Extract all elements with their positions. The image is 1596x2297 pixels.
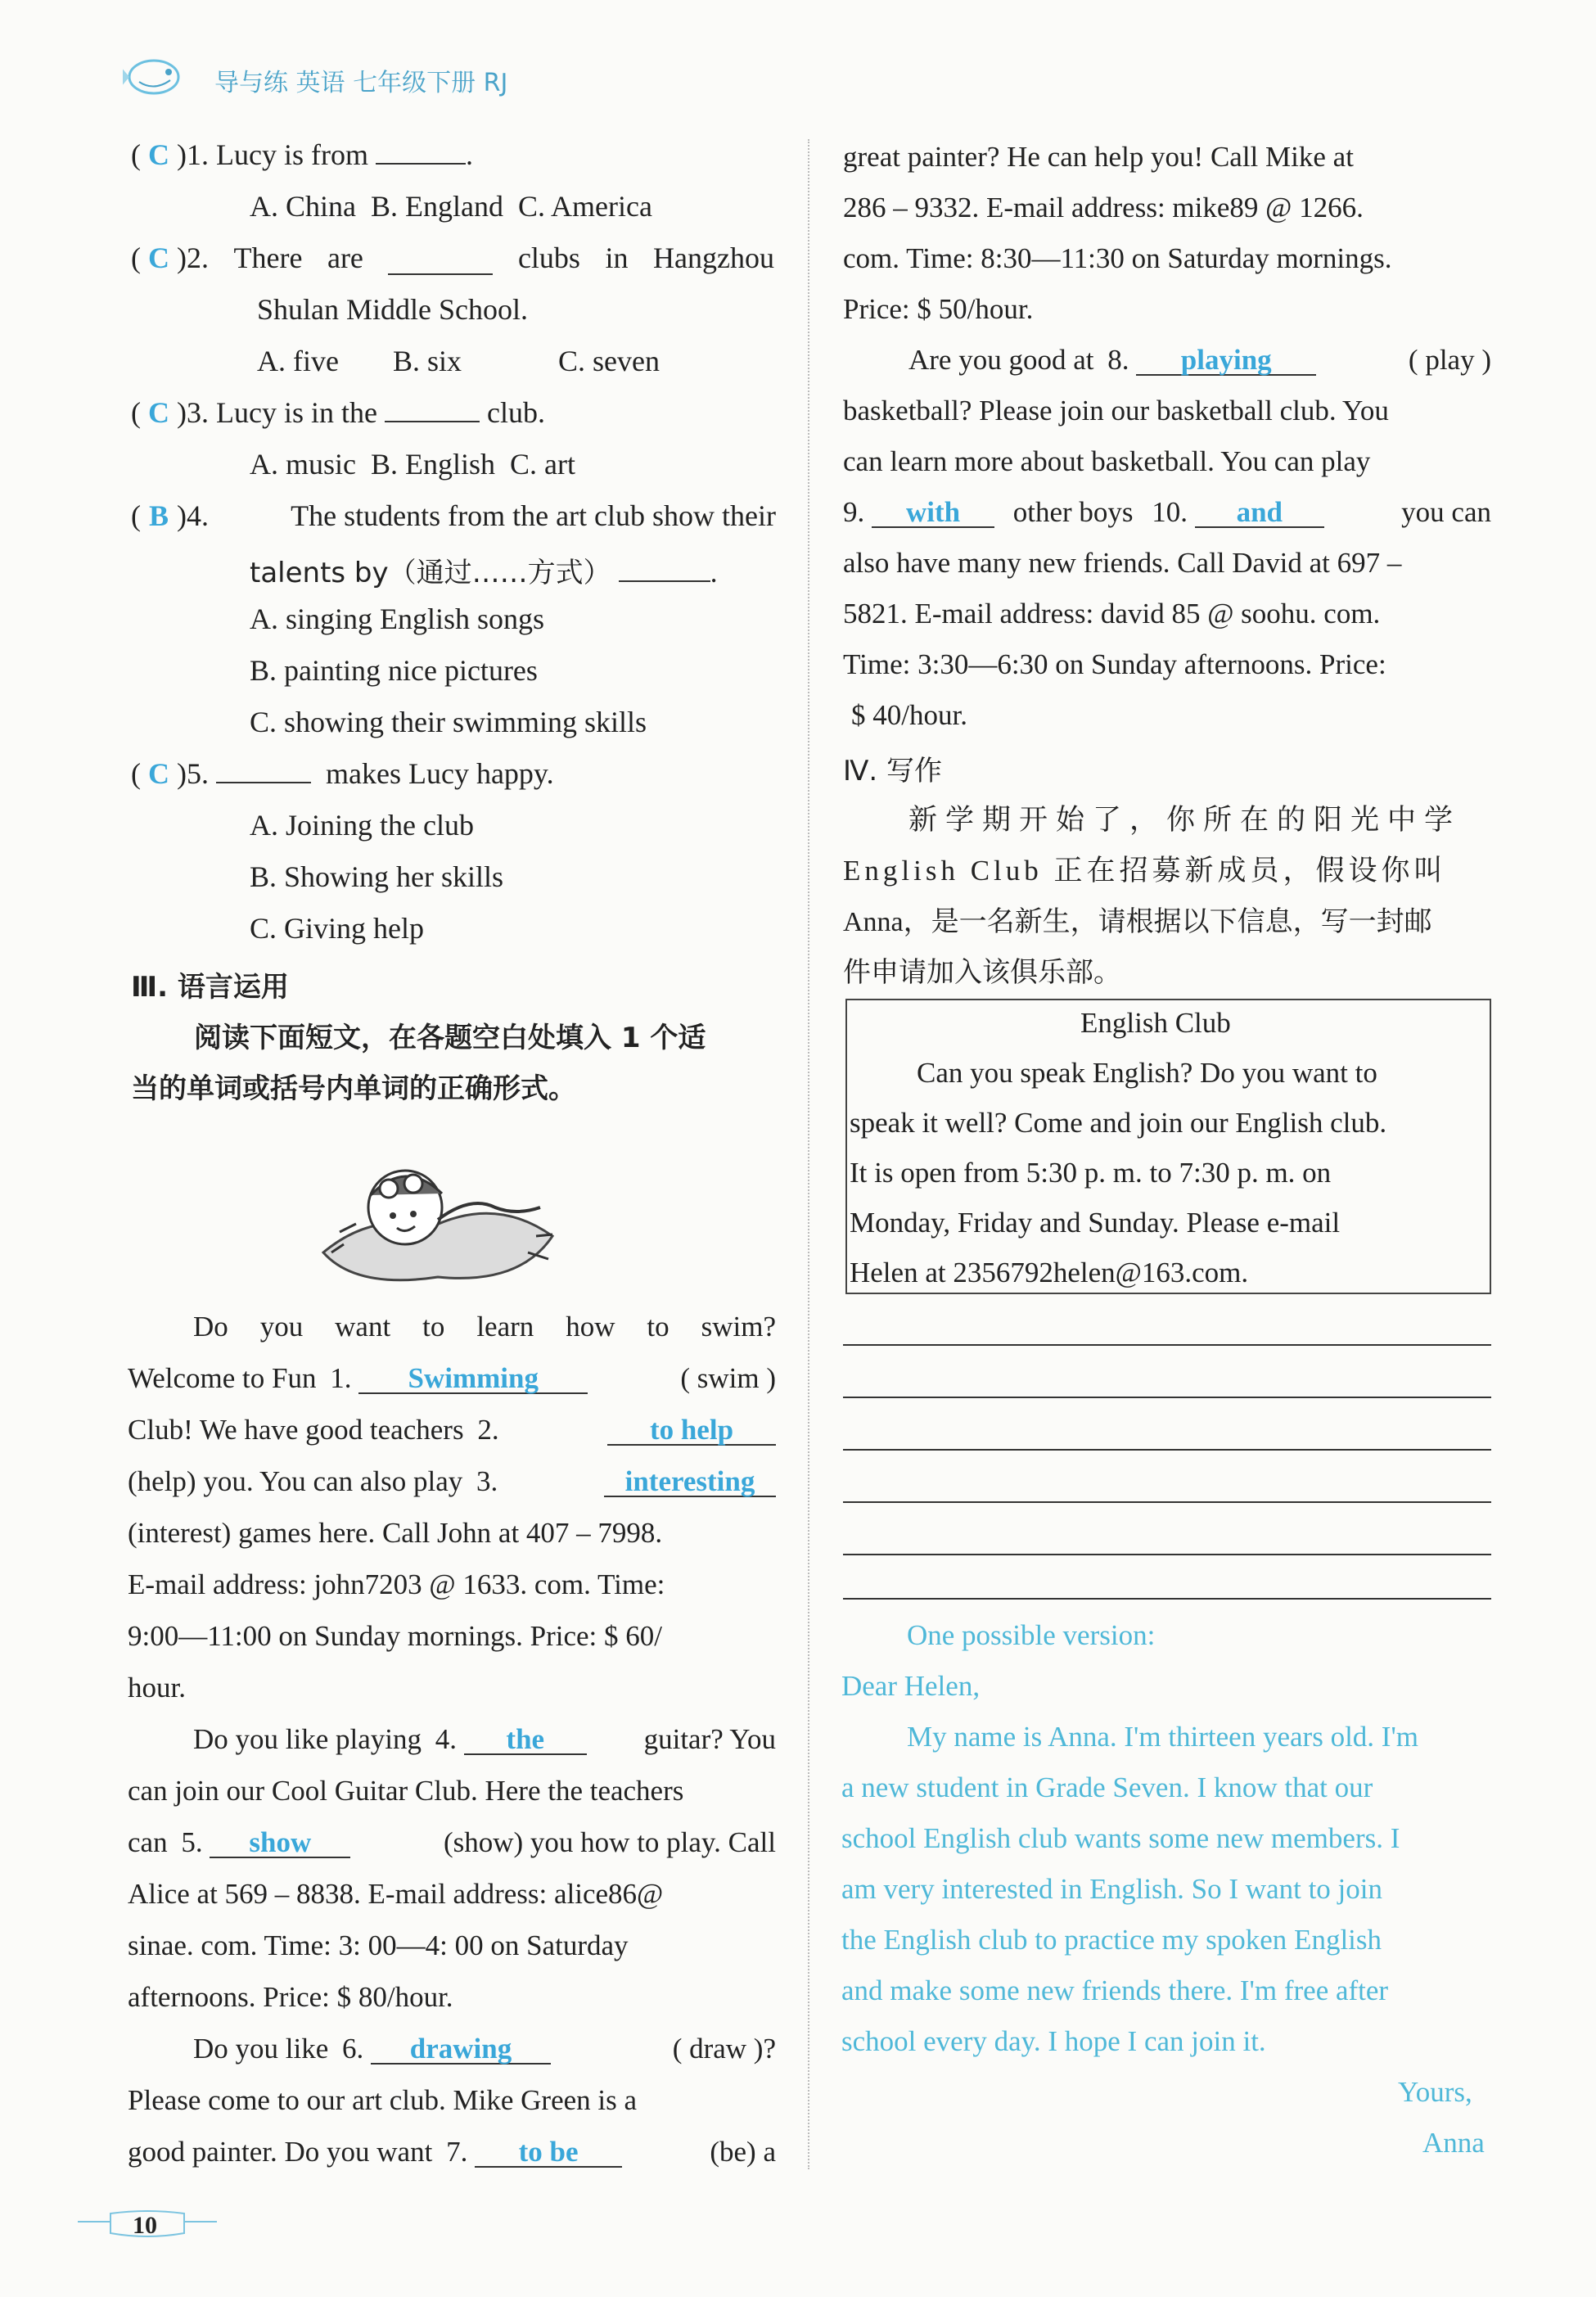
passage-p3-line3: good painter. Do you want 7. to be (be) a <box>128 2136 776 2168</box>
mc-question-4: ( B )4. The students from the art club show their <box>131 499 776 532</box>
writing-line-4[interactable] <box>843 1501 1491 1503</box>
right-line4: Price: $ 50/hour. <box>843 293 1034 325</box>
passage-p3-line1: Do you like 6. drawing ( draw )? <box>193 2033 776 2065</box>
answer-3: interesting <box>604 1467 776 1497</box>
model-closing: Yours, <box>1398 2076 1472 2108</box>
swimmer-illustration <box>307 1130 569 1293</box>
right-line1: great painter? He can help you! Call Mike at <box>843 141 1354 173</box>
answer-2: to help <box>607 1415 776 1446</box>
passage-p1-line4: (help) you. You can also play 3. interesting <box>128 1467 776 1497</box>
english-club-line1: Can you speak English? Do you want to <box>917 1057 1377 1089</box>
section-4-title: Ⅳ. 写作 <box>843 755 942 787</box>
passage-p2-line2: can join our Cool Guitar Club. Here the teachers <box>128 1775 684 1807</box>
mc-option-5c: C. Giving help <box>250 912 424 945</box>
swimmer-icon <box>307 1130 569 1293</box>
model-greeting: Dear Helen, <box>841 1670 981 1702</box>
mc-option-4a: A. singing English songs <box>250 602 545 635</box>
section-3-title: Ⅲ. 语言运用 <box>131 971 289 1004</box>
answer-10: and <box>1195 498 1324 528</box>
model-body-6: and make some new friends there. I'm free after <box>841 1974 1389 2006</box>
passage-p2-line3: can 5. show (show) you how to play. Call <box>128 1826 776 1858</box>
mc-question-2: ( C )2. There are clubs in Hangzhou <box>131 241 774 274</box>
model-body-5: the English club to practice my spoken English <box>841 1924 1382 1956</box>
right-line7: can learn more about basketball. You can play <box>843 445 1371 477</box>
mc-question-4-line2: talents by（通过……方式） . <box>250 556 718 589</box>
model-body-7: school every day. I hope I can join it. <box>841 2025 1266 2057</box>
mc-question-2-line2: Shulan Middle School. <box>257 293 528 326</box>
english-club-line4: Monday, Friday and Sunday. Please e-mail <box>850 1207 1341 1239</box>
section-3-instruction-2: 当的单词或括号内单词的正确形式。 <box>131 1072 576 1105</box>
english-club-line5: Helen at 2356792helen@163.com. <box>850 1257 1249 1288</box>
english-club-box <box>845 999 1491 1294</box>
answer-4: the <box>464 1725 587 1755</box>
passage-p2-line4: Alice at 569 – 8838. E-mail address: alice86@ <box>128 1878 664 1910</box>
answer-9: with <box>872 498 994 528</box>
model-body-4: am very interested in English. So I want to join <box>841 1873 1383 1905</box>
passage-p1-line7: 9:00—11:00 on Sunday mornings. Price: $ 60/ <box>128 1620 662 1652</box>
mc-options-2: A. five B. six C. seven <box>257 345 660 377</box>
right-line8: 9. with other boys 10. and you can <box>843 496 1491 528</box>
writing-line-2[interactable] <box>843 1397 1491 1398</box>
writing-prompt-line1: 新学期开始了，你所在的阳光中学 <box>908 804 1462 837</box>
answer-5: show <box>210 1828 350 1858</box>
writing-prompt-line2: English Club 正在招募新成员，假设你叫 <box>843 855 1447 887</box>
passage-p2-line1: Do you like playing 4. the guitar? You <box>193 1723 776 1755</box>
passage-p3-line2: Please come to our art club. Mike Green is a <box>128 2084 638 2116</box>
passage-p2-line5: sinae. com. Time: 3: 00—4: 00 on Saturday <box>128 1929 629 1961</box>
model-signature: Anna <box>1422 2127 1485 2159</box>
mc-option-5a: A. Joining the club <box>250 809 474 842</box>
fish-logo-icon <box>123 51 188 100</box>
mc-options-3: A. music B. English C. art <box>250 448 575 481</box>
right-line11: Time: 3:30—6:30 on Sunday afternoons. Price: <box>843 648 1386 680</box>
passage-p1-line8: hour. <box>128 1672 186 1704</box>
writing-line-6[interactable] <box>843 1598 1491 1600</box>
right-line12: $ 40/hour. <box>851 699 967 731</box>
right-line3: com. Time: 8:30—11:30 on Saturday mornings. <box>843 242 1392 274</box>
writing-line-5[interactable] <box>843 1554 1491 1555</box>
mc-options-1: A. China B. England C. America <box>250 190 652 223</box>
english-club-title: English Club <box>1080 1007 1231 1039</box>
passage-p1-line5: (interest) games here. Call John at 407 – 7998. <box>128 1517 663 1549</box>
page-number: 10 <box>133 2212 157 2239</box>
model-body-1: My name is Anna. I'm thirteen years old. I'm <box>907 1721 1418 1753</box>
mc-question-5: ( C )5. makes Lucy happy. <box>131 757 554 790</box>
answer-1: Swimming <box>358 1364 588 1394</box>
column-divider <box>808 139 809 2169</box>
answer-8: playing <box>1136 345 1316 376</box>
writing-line-1[interactable] <box>843 1344 1491 1346</box>
mc-question-1: ( C )1. Lucy is from . <box>131 138 473 171</box>
right-line6: basketball? Please join our basketball club. You <box>843 395 1389 426</box>
passage-p1-line3: Club! We have good teachers 2. to help <box>128 1415 776 1446</box>
right-line2: 286 – 9332. E-mail address: mike89 @ 1266. <box>843 192 1364 223</box>
english-club-line2: speak it well? Come and join our English club. <box>850 1107 1387 1139</box>
header-logo <box>123 51 188 100</box>
writing-prompt-line3: Anna，是一名新生，请根据以下信息，写一封邮 <box>843 907 1432 937</box>
passage-p2-line6: afternoons. Price: $ 80/hour. <box>128 1981 453 2013</box>
passage-p1-line2: Welcome to Fun 1. Swimming ( swim ) <box>128 1362 776 1394</box>
mc-question-3: ( C )3. Lucy is in the club. <box>131 396 545 429</box>
right-line10: 5821. E-mail address: david 85 @ soohu. com. <box>843 598 1381 630</box>
answer-7: to be <box>475 2137 622 2168</box>
passage-p1-line1: Do you want to learn how to swim? <box>193 1311 776 1343</box>
mc-option-4b: B. painting nice pictures <box>250 654 538 687</box>
passage-p1-line6: E-mail address: john7203 @ 1633. com. Time: <box>128 1568 665 1600</box>
writing-prompt-line4: 件申请加入该俱乐部。 <box>843 956 1121 989</box>
model-body-3: school English club wants some new members. I <box>841 1822 1400 1854</box>
answer-6: drawing <box>371 2034 551 2065</box>
model-body-2: a new student in Grade Seven. I know that our <box>841 1771 1373 1803</box>
mc-option-5b: B. Showing her skills <box>250 860 504 893</box>
writing-line-3[interactable] <box>843 1449 1491 1451</box>
right-line5: Are you good at 8. playing ( play ) <box>908 344 1491 376</box>
right-line9: also have many new friends. Call David at 697 – <box>843 547 1402 579</box>
english-club-line3: It is open from 5:30 p. m. to 7:30 p. m. on <box>850 1157 1332 1189</box>
model-intro: One possible version: <box>907 1619 1156 1651</box>
mc-option-4c: C. showing their swimming skills <box>250 706 647 738</box>
header-title: 导与练 英语 七年级下册 RJ <box>214 69 508 97</box>
section-3-instruction-1: 阅读下面短文，在各题空白处填入 1 个适 <box>194 1022 706 1054</box>
